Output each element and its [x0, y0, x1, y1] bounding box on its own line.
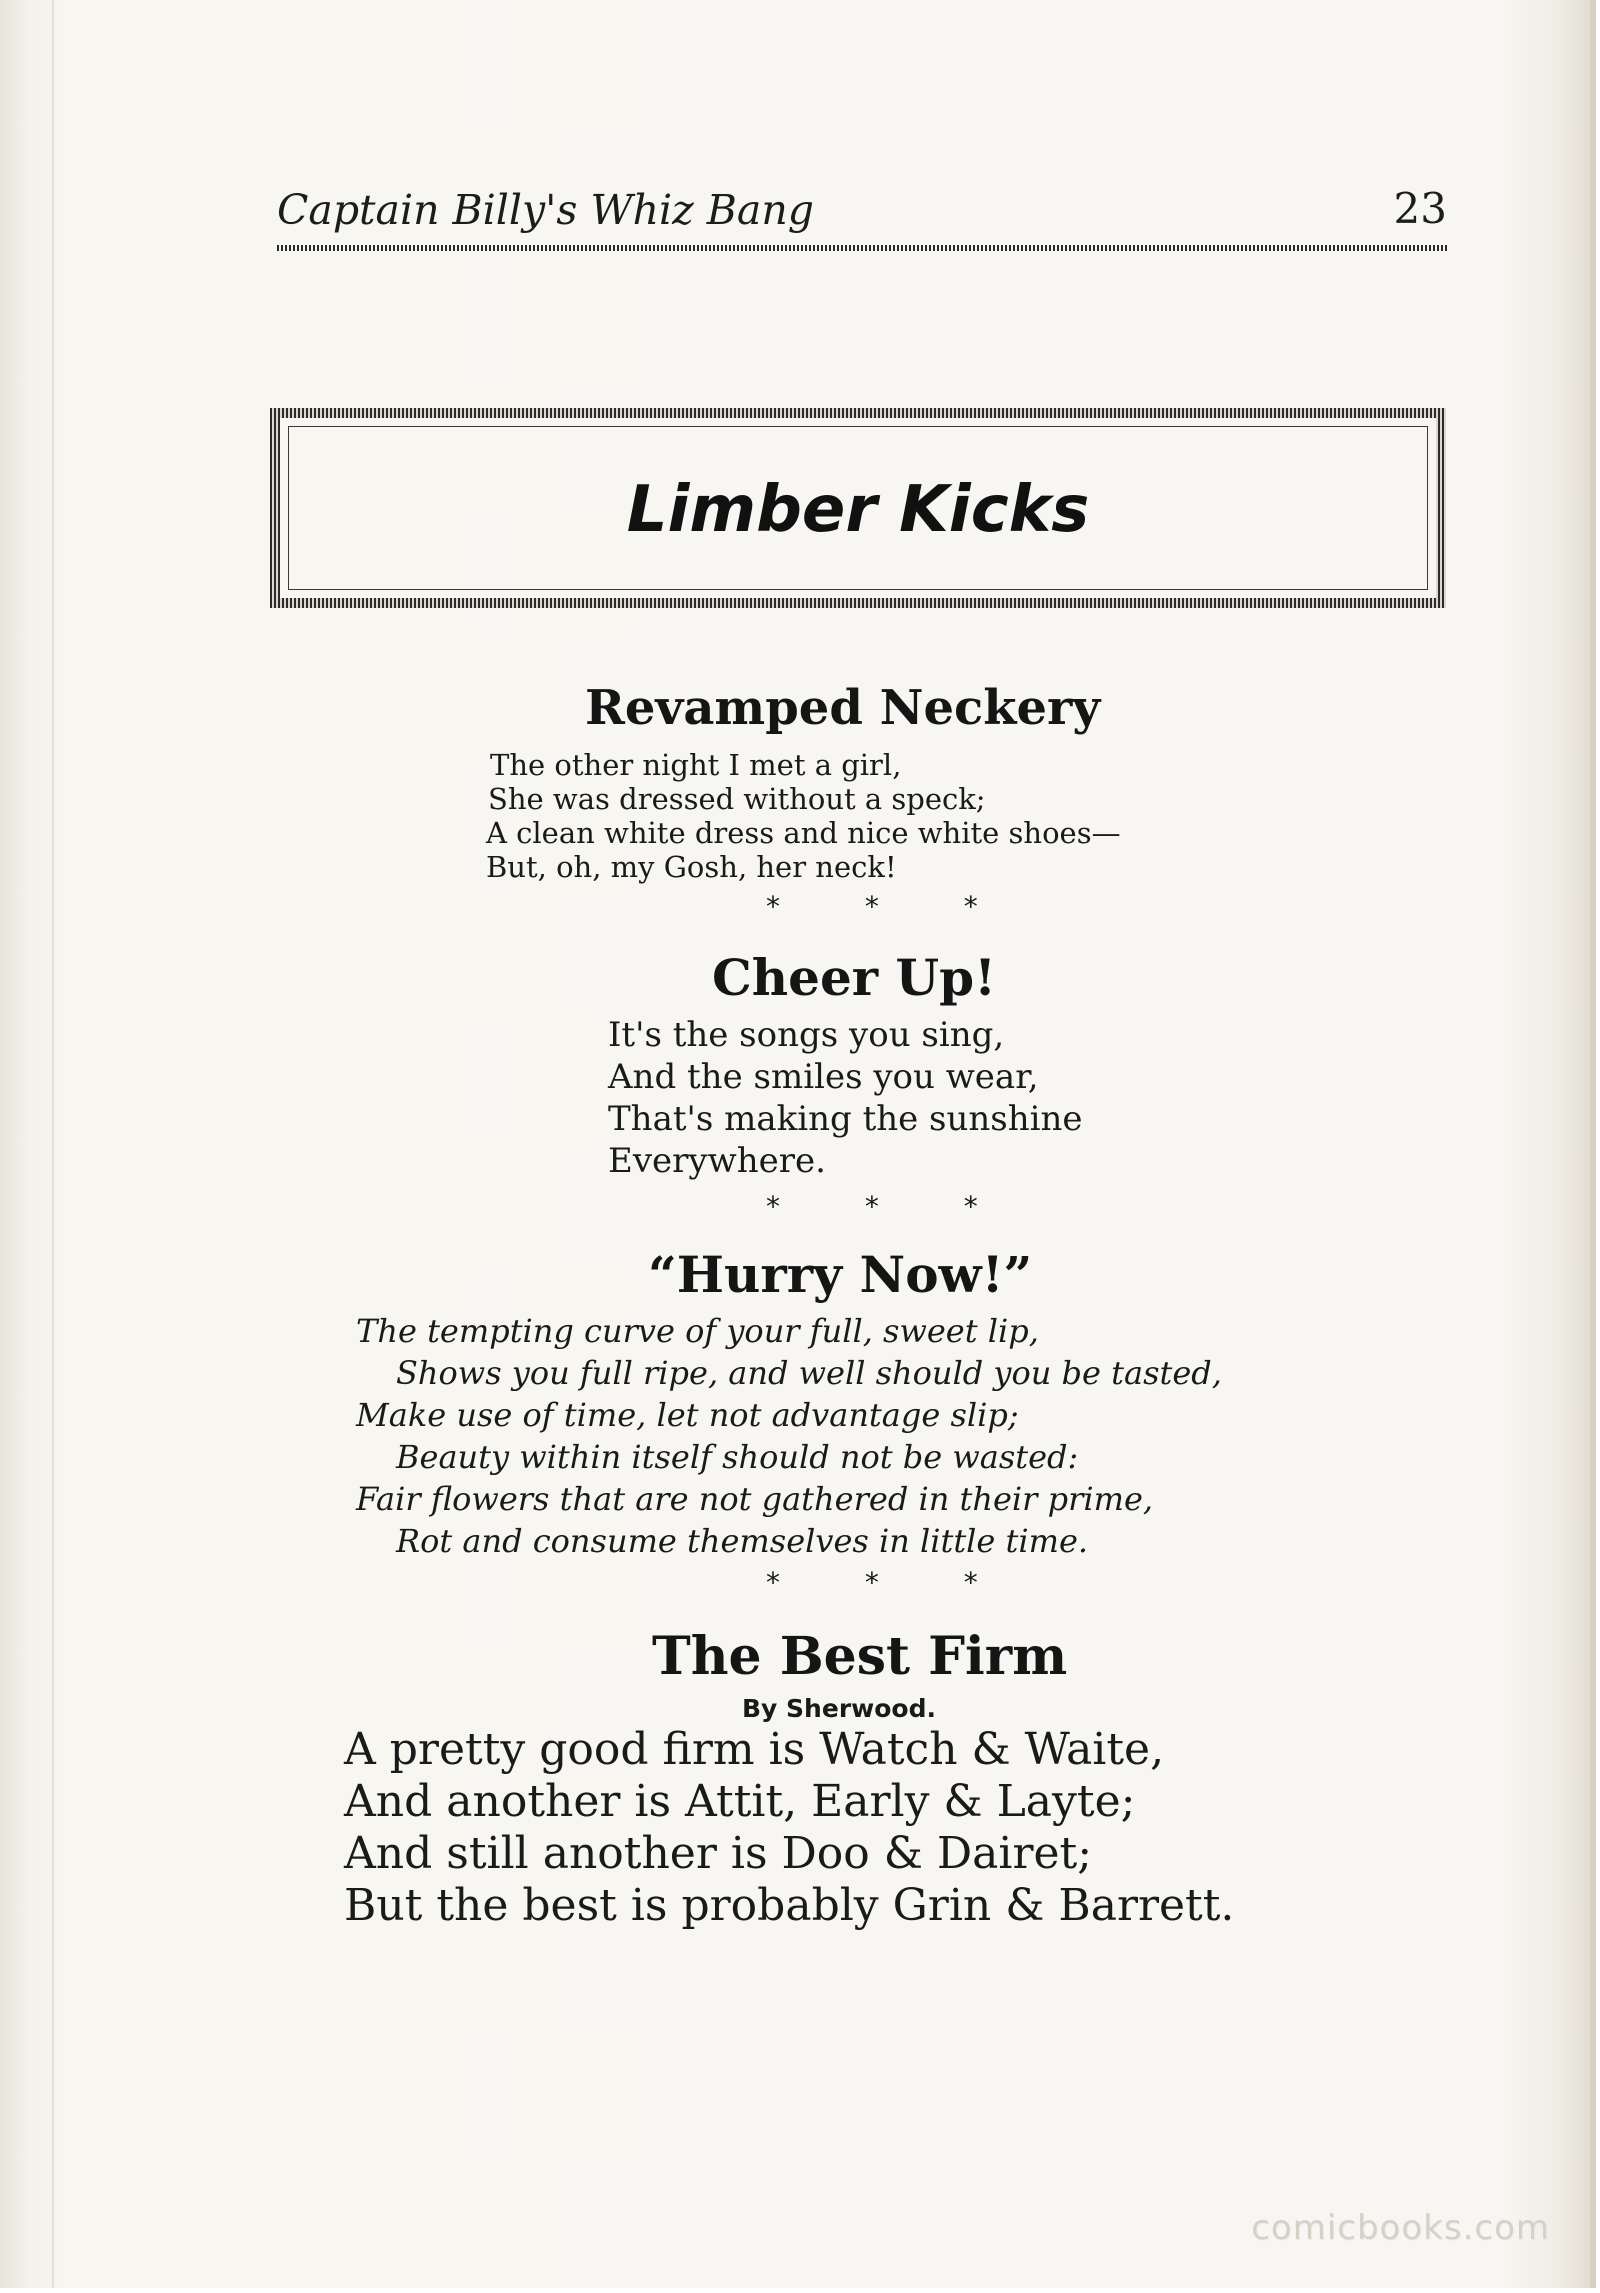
poem-line: A pretty good firm is Watch & Waite,	[344, 1724, 1165, 1775]
poem-line: She was dressed without a speck;	[488, 782, 986, 816]
section-title-box	[270, 408, 1446, 608]
poem-title-cheer-up: Cheer Up!	[712, 948, 997, 1007]
header-rule	[277, 245, 1447, 251]
poem-line: Rot and consume themselves in little time.	[396, 1522, 1089, 1560]
poem-line: Make use of time, let not advantage slip;	[356, 1396, 1019, 1434]
page-number: 23	[1393, 184, 1447, 233]
poem-line: Shows you full ripe, and well should you be tasted,	[396, 1354, 1222, 1392]
section-title: Limber Kicks	[626, 473, 1090, 547]
poem-line: But the best is probably Grin & Barrett.	[344, 1880, 1235, 1931]
poem-byline: By Sherwood.	[742, 1694, 936, 1723]
watermark: comicbooks.com	[1251, 2208, 1550, 2248]
poem-line: And still another is Doo & Dairet;	[344, 1828, 1093, 1879]
poem-line: That's making the sunshine	[608, 1099, 1083, 1139]
poem-line: The tempting curve of your full, sweet lip,	[356, 1312, 1039, 1350]
running-head	[277, 186, 1447, 246]
poem-line: And another is Attit, Early & Layte;	[344, 1776, 1136, 1827]
running-title: Captain Billy's Whiz Bang	[277, 186, 815, 234]
poem-line: Everywhere.	[608, 1141, 826, 1181]
poem-line: It's the songs you sing,	[608, 1015, 1005, 1055]
section-divider-stars: * * *	[766, 1566, 1016, 1599]
poem-line: Fair flowers that are not gathered in their prime,	[356, 1480, 1154, 1518]
poem-title-hurry-now: “Hurry Now!”	[648, 1245, 1033, 1304]
section-divider-stars: * * *	[766, 890, 1016, 923]
poem-line: But, oh, my Gosh, her neck!	[486, 850, 897, 884]
poem-line: A clean white dress and nice white shoes—	[486, 816, 1121, 850]
poem-title-best-firm: The Best Firm	[652, 1626, 1068, 1687]
section-divider-stars: * * *	[766, 1190, 1016, 1223]
poem-line: And the smiles you wear,	[608, 1057, 1039, 1097]
poem-line: The other night I met a girl,	[490, 748, 902, 782]
spine-fold	[52, 0, 54, 2288]
poem-line: Beauty within itself should not be wasted:	[396, 1438, 1079, 1476]
poem-title-revamped-neckery: Revamped Neckery	[585, 680, 1101, 736]
